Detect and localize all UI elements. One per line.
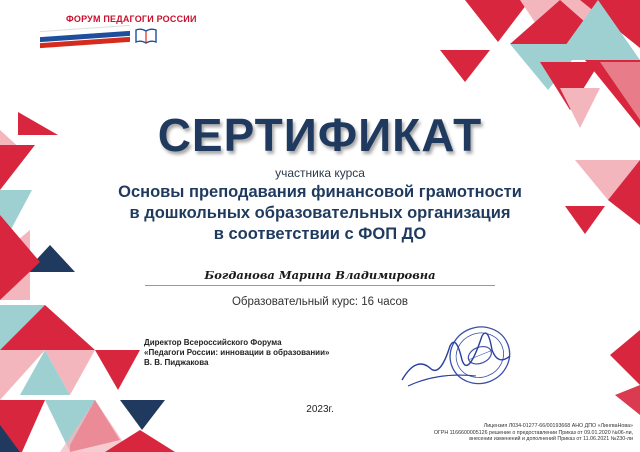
director-signature-block	[144, 338, 329, 368]
license-line: ОГРН 1166600005126 решение о предоставлении Приказ от 09.01.2020 №06-ли,	[433, 429, 633, 436]
course-line: в дошкольных образовательных организация	[129, 204, 511, 222]
director-name: В. В. Пиджакова	[144, 358, 209, 367]
course-line: Основы преподавания финансовой грамотности	[118, 183, 522, 201]
logo-text: ФОРУМ ПЕДАГОГИ РОССИИ	[66, 14, 197, 24]
certificate-subtitle: участника курса	[275, 166, 365, 180]
official-stamp	[398, 316, 518, 406]
name-underline	[145, 285, 495, 286]
course-line: в соответствии с ФОП ДО	[213, 225, 427, 243]
license-line: внесении изменений и дополнений Приказ от 11.06.2021 №230-ли	[469, 436, 633, 443]
license-info	[434, 423, 633, 443]
forum-logo	[36, 14, 197, 50]
issue-year: 2023г.	[306, 404, 334, 415]
director-line: «Педагоги России: инновации в образовании»	[144, 348, 330, 357]
course-title	[80, 182, 560, 245]
open-book-icon	[134, 26, 158, 46]
certificate-title: СЕРТИФИКАТ	[157, 109, 483, 161]
director-line: Директор Всероссийского Форума	[144, 338, 282, 347]
course-hours: Образовательный курс: 16 часов	[231, 296, 409, 308]
license-line: Лицензия Л034-01277-66/00193668 АНО ДПО «ЛингваНова»	[483, 423, 633, 429]
recipient-name: Богданова Марина Владимировна	[204, 268, 436, 282]
